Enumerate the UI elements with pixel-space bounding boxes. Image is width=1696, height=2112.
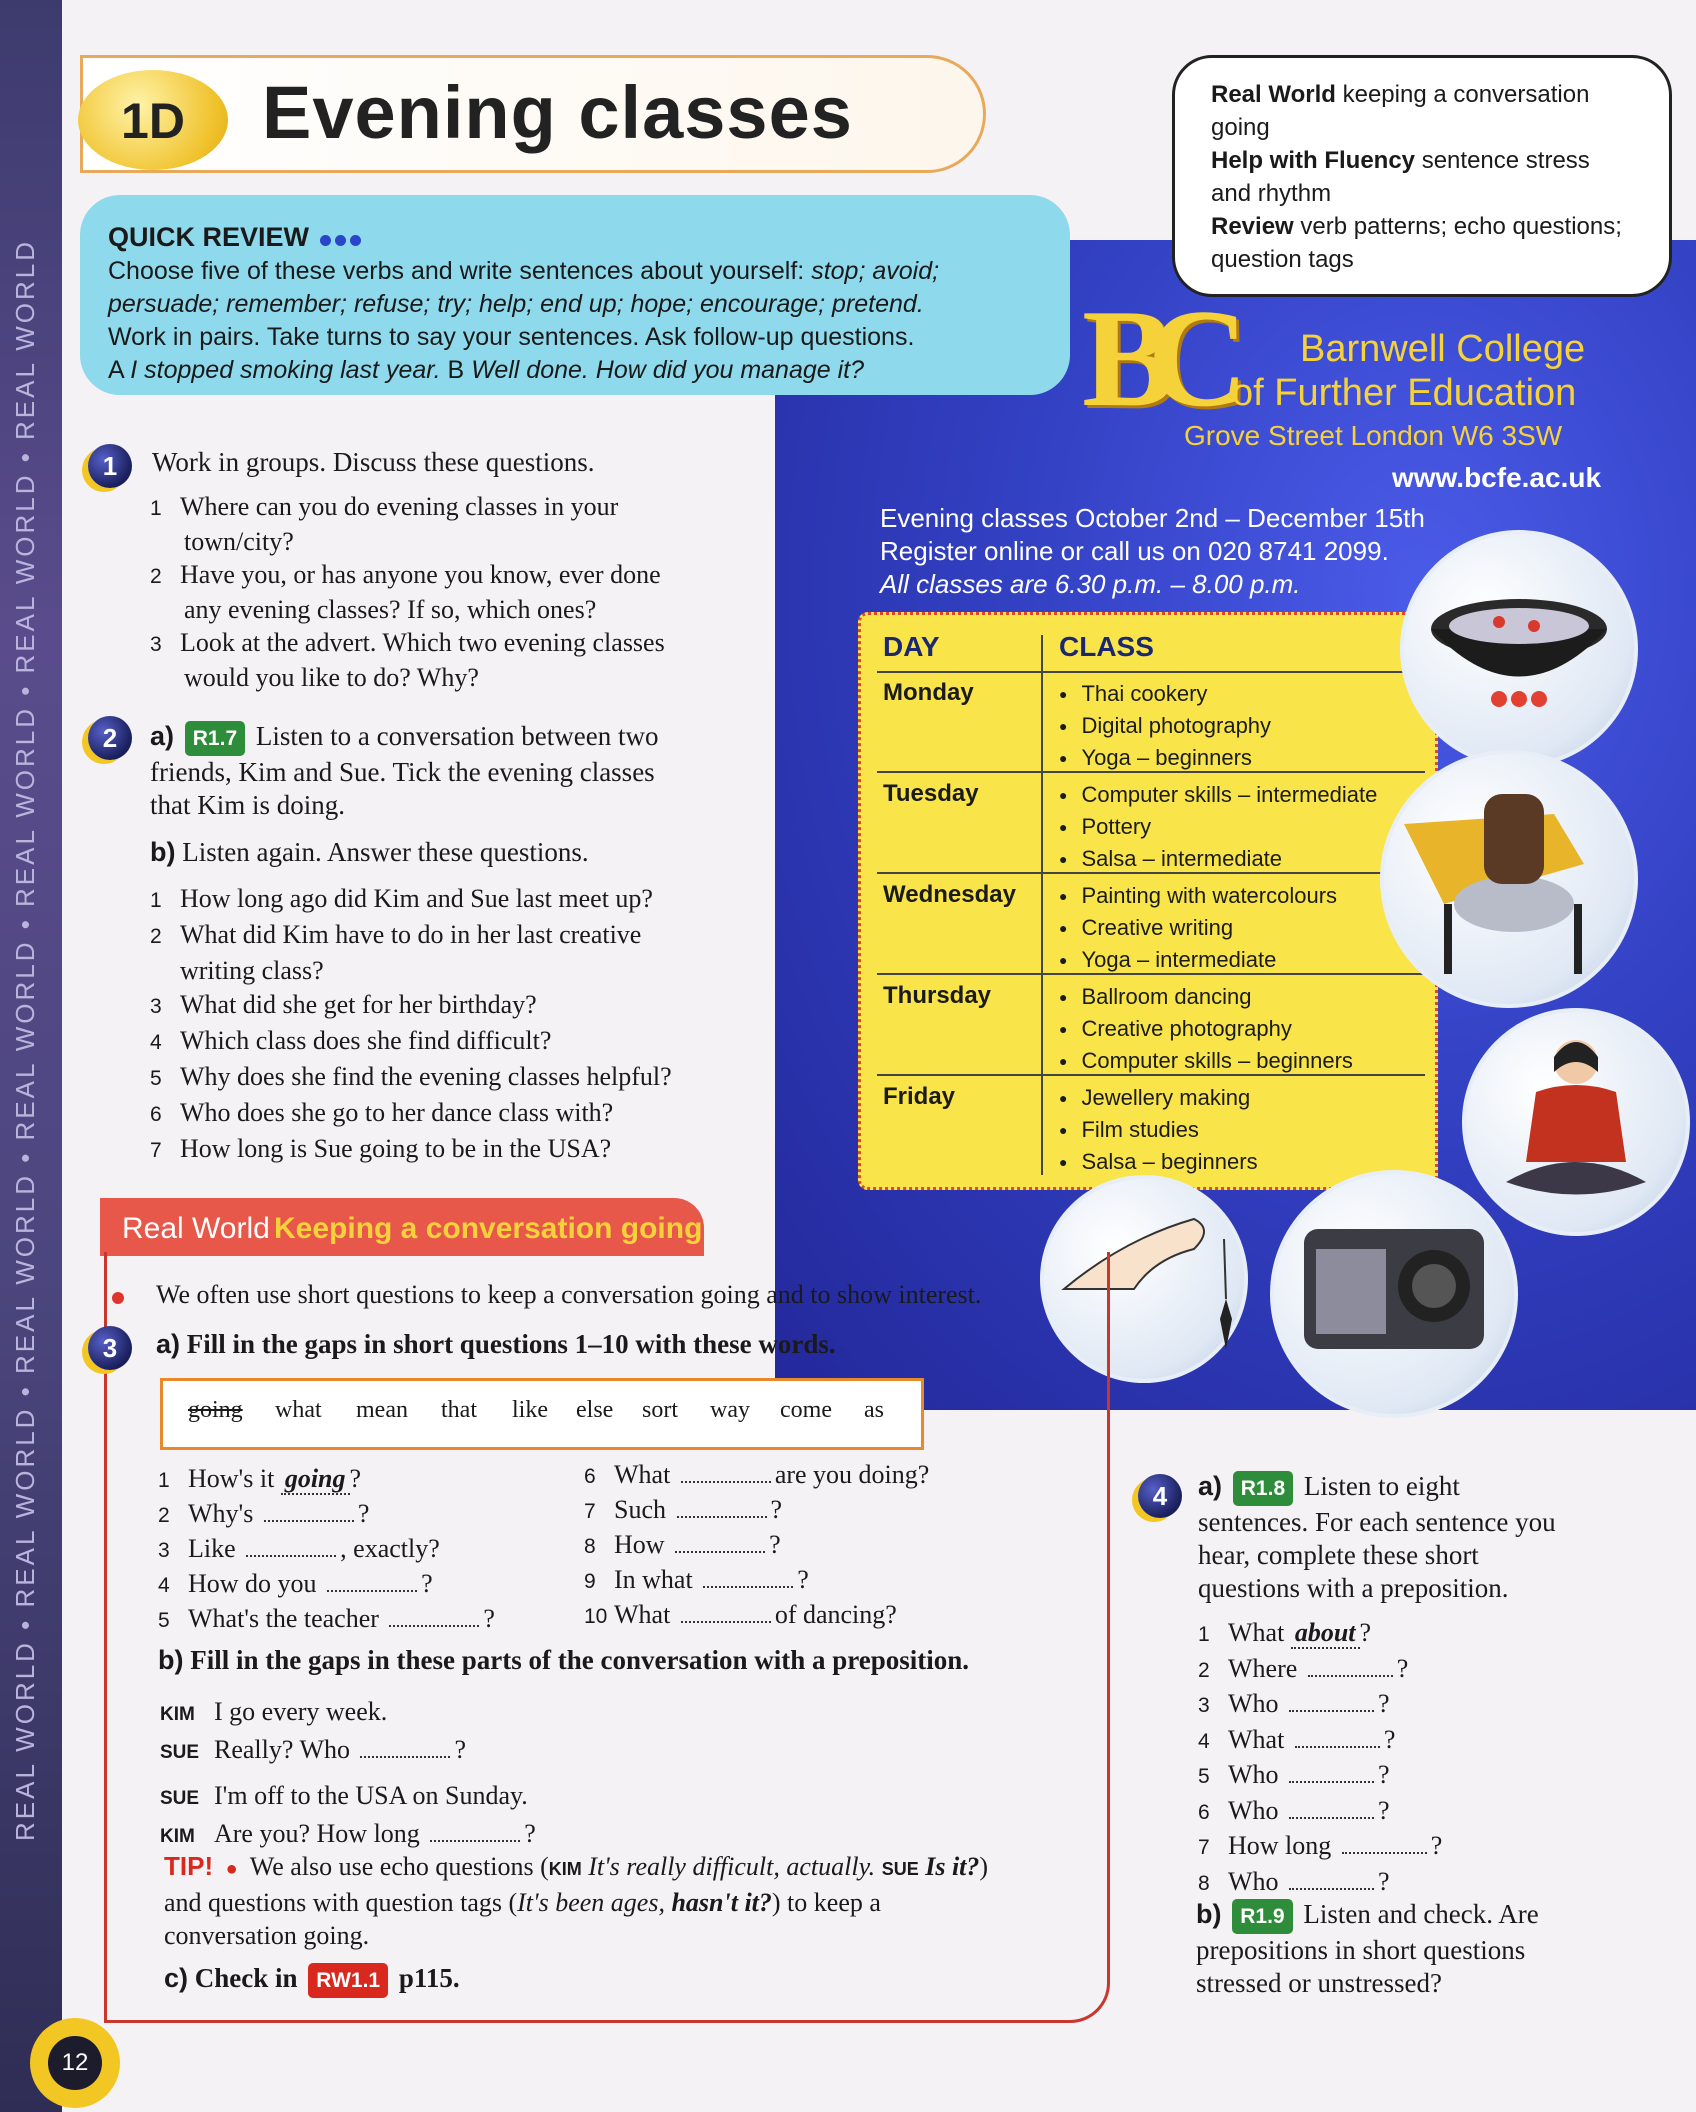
item-number: 7 [584, 1500, 596, 1523]
gap-blank[interactable] [430, 1839, 520, 1842]
tip-example: hasn't it? [671, 1888, 772, 1917]
item-number: 5 [158, 1609, 170, 1632]
list-item: Look at the advert. Which two evening classes [180, 628, 665, 657]
timetable-classes [1059, 679, 1271, 775]
exercise-3c-label: c) [164, 1963, 189, 1993]
timetable-class: ● Salsa – intermediate [1059, 846, 1282, 871]
list-item: would you like to do? Why? [184, 663, 479, 692]
speaker: SUE [160, 1742, 200, 1763]
gap-prefix: How do you [188, 1569, 317, 1598]
bullet-icon [112, 1292, 124, 1304]
exercise-4b-text: prepositions in short questions [1196, 1935, 1526, 1965]
quick-review-title: QUICK REVIEW [108, 222, 310, 252]
exercise-3c-text: Check in [194, 1963, 298, 1993]
item-number: 4 [150, 1031, 162, 1054]
speaker: KIM [160, 1826, 195, 1847]
gap-suffix: ? [1430, 1831, 1443, 1860]
tip-text: conversation going. [164, 1921, 370, 1950]
gap-blank[interactable] [703, 1585, 793, 1588]
timetable-day: Thursday [883, 982, 992, 1009]
conversation-line: I'm off to the USA on Sunday. [214, 1781, 528, 1810]
exercise-2a-text: that Kim is doing. [150, 790, 345, 820]
item-number: 7 [1198, 1836, 1210, 1859]
timetable-classes [1059, 982, 1353, 1078]
item-number: 6 [1198, 1800, 1210, 1824]
gap-blank[interactable] [246, 1554, 336, 1557]
quick-review-box [80, 195, 1070, 395]
timetable-class: ● Computer skills – intermediate [1059, 782, 1377, 807]
item-number: 9 [584, 1570, 596, 1593]
item-number: 3 [158, 1539, 170, 1562]
word-box-word: going [188, 1397, 243, 1423]
tip-example: Is it? [925, 1852, 980, 1881]
item-number: 2 [1198, 1658, 1210, 1682]
gap-answer: about [1291, 1618, 1360, 1649]
item-number: 8 [584, 1535, 596, 1558]
list-item: How long ago did Kim and Sue last meet up? [180, 884, 653, 913]
item-number: 1 [158, 1469, 170, 1492]
item-number: 6 [584, 1465, 596, 1488]
exercise-1-instruction: Work in groups. Discuss these questions. [152, 447, 595, 477]
gap-blank[interactable] [675, 1550, 765, 1553]
gap-prefix: Such [614, 1495, 666, 1524]
word-box-word: come [780, 1397, 832, 1423]
exercise-4-number: 4 [1138, 1474, 1182, 1518]
exercise-4a-text: questions with a preposition. [1198, 1573, 1509, 1603]
item-number: 1 [1198, 1623, 1210, 1646]
evening-info-register: Register online or call us on 020 8741 2099. [880, 536, 1389, 566]
gap-suffix: ? [1378, 1760, 1390, 1789]
side-strip-text: REAL WORLD • REAL WORLD • REAL WORLD • REAL WORLD • REAL WORLD • REAL WORLD • REAL WORLD [10, 239, 40, 1841]
quick-review-example-a-text: I stopped smoking last year. [130, 356, 441, 384]
word-box-word: what [275, 1397, 322, 1423]
audio-track-button[interactable]: R1.7 [185, 721, 245, 756]
timetable-class: ● Thai cookery [1059, 681, 1207, 706]
word-box-word: mean [356, 1397, 408, 1423]
word-box-word: that [441, 1397, 477, 1423]
gap-blank[interactable] [681, 1620, 771, 1623]
item-number: 3 [1198, 1694, 1210, 1717]
item-number: 5 [1198, 1765, 1210, 1788]
exercise-3b-label: b) [158, 1645, 184, 1675]
exercise-4a-list [1198, 1616, 1442, 1900]
conversation-line: Are you? How long [214, 1819, 420, 1848]
exercise-3a-text: Fill in the gaps in short questions 1–10 with these words. [186, 1329, 836, 1359]
item-number: 4 [158, 1574, 170, 1597]
exercise-4b-text: Listen and check. Are [1303, 1899, 1539, 1929]
gap-prefix: What [1228, 1724, 1285, 1754]
conversation-line: Really? Who [214, 1735, 350, 1764]
item-number: 6 [150, 1103, 162, 1126]
gap-suffix: ? [769, 1530, 781, 1559]
gap-blank[interactable] [1289, 1709, 1374, 1712]
list-item: Why does she find the evening classes helpful? [180, 1062, 672, 1091]
gap-suffix: , exactly? [340, 1534, 440, 1563]
gap-blank[interactable] [360, 1755, 450, 1758]
timetable-head-day: DAY [883, 631, 940, 662]
word-box-word: like [512, 1397, 548, 1423]
exercise-2b-label: b) [150, 837, 176, 867]
gap-blank[interactable] [681, 1480, 771, 1483]
gap-prefix: Who [1228, 1760, 1279, 1789]
timetable-day: Wednesday [883, 881, 1016, 908]
aims-hwf-label: Help with Fluency [1211, 147, 1416, 174]
item-number: 2 [158, 1504, 170, 1527]
quick-review-verbs: stop; avoid; persuade; remember; refuse; try; help; end up; hope; encourage; pretend. [108, 257, 940, 318]
timetable-class: ● Creative writing [1059, 915, 1233, 940]
exercise-4a [1198, 1470, 1556, 1605]
word-box-word: as [864, 1397, 884, 1423]
gap-blank[interactable] [1289, 1816, 1374, 1819]
class-timetable [858, 612, 1438, 1190]
gap-suffix: ? [1396, 1653, 1409, 1683]
gap-answer: going [281, 1464, 350, 1495]
conversation-line: I go every week. [214, 1697, 388, 1726]
pottery-image [1380, 750, 1638, 1008]
aims-rw-text: keeping a conversation going [1211, 81, 1590, 141]
quick-review-line2: Work in pairs. Take turns to say your sentences. Ask follow-up questions. [108, 323, 915, 351]
quick-review-line1: Choose five of these verbs and write sentences about yourself: [108, 257, 805, 285]
tip-box [164, 1850, 1094, 1952]
tip-example: It's been ages, [517, 1888, 665, 1917]
tip-text: and questions with question tags ( [164, 1888, 518, 1917]
timetable-classes [1059, 780, 1377, 876]
gap-prefix: How [614, 1530, 665, 1559]
quick-review-example-b: B [447, 356, 465, 384]
audio-track-button[interactable]: R1.9 [1232, 1899, 1292, 1934]
gap-prefix: What's the teacher [188, 1604, 379, 1633]
exercise-4a-label: a) [1198, 1471, 1223, 1501]
gap-prefix: How long [1228, 1831, 1332, 1860]
gap-prefix: What [1228, 1618, 1285, 1647]
list-item: town/city? [184, 527, 294, 556]
item-number: 8 [1198, 1871, 1210, 1895]
exercise-3a-left [158, 1462, 495, 1637]
exercise-1-number: 1 [88, 444, 132, 488]
list-item: How long is Sue going to be in the USA? [180, 1134, 612, 1163]
exercise-4a-text: sentences. For each sentence you [1198, 1507, 1556, 1537]
item-number: 1 [150, 497, 162, 520]
evening-class-info [880, 502, 1425, 601]
exercise-4b-text: stressed or unstressed? [1196, 1968, 1442, 1998]
tip-text: ) [979, 1852, 989, 1881]
timetable-class: ● Pottery [1059, 814, 1151, 839]
gap-blank[interactable] [264, 1519, 354, 1522]
gap-prefix: Where [1228, 1653, 1298, 1683]
exercise-3a [156, 1328, 836, 1361]
gap-prefix: How's it [188, 1464, 275, 1493]
quick-review-dots-icon [316, 224, 361, 252]
item-number: 4 [1198, 1729, 1210, 1753]
pottery-wheel-icon [1384, 754, 1634, 1004]
gap-suffix: ? [797, 1565, 809, 1594]
item-number: 5 [150, 1067, 162, 1090]
exercise-4a-text: Listen to eight [1303, 1471, 1460, 1501]
gap-suffix: ? [483, 1604, 495, 1633]
camera-icon [1274, 1174, 1514, 1414]
timetable-class: ● Creative photography [1059, 1016, 1292, 1041]
list-item: Who does she go to her dance class with? [180, 1098, 614, 1127]
aims-review-label: Review [1211, 213, 1294, 240]
gap-blank[interactable] [1289, 1887, 1374, 1890]
gap-blank[interactable] [1289, 1780, 1374, 1783]
timetable-rule [877, 671, 1425, 673]
exercise-3b [158, 1644, 969, 1677]
timetable-class: ● Computer skills – beginners [1059, 1048, 1353, 1073]
item-number: 7 [150, 1139, 162, 1162]
exercise-3a-label: a) [156, 1329, 181, 1359]
exercise-4a-text: hear, complete these short [1198, 1540, 1479, 1570]
timetable-divider [1041, 635, 1043, 1175]
gap-prefix: In what [614, 1565, 693, 1594]
gap-suffix: ? [1378, 1689, 1390, 1718]
gap-suffix: ? [1359, 1618, 1372, 1647]
gap-prefix: What [614, 1460, 671, 1489]
audio-track-button[interactable]: R1.8 [1233, 1471, 1293, 1506]
gap-blank[interactable] [327, 1589, 417, 1592]
college-name-line1: Barnwell College [1300, 328, 1586, 370]
wok-icon [1404, 534, 1634, 764]
timetable-day: Monday [883, 679, 974, 706]
college-website[interactable]: www.bcfe.ac.uk [1392, 462, 1602, 493]
timetable-class: ● Jewellery making [1059, 1085, 1250, 1110]
list-item: Have you, or has anyone you know, ever done [180, 560, 661, 589]
timetable-day: Friday [883, 1083, 956, 1110]
real-world-subtitle: Keeping a conversation going [274, 1212, 703, 1245]
speaker: SUE [881, 1859, 919, 1879]
speaker: KIM [160, 1704, 195, 1725]
college-logo: BC [1082, 281, 1221, 436]
reference-link[interactable]: RW1.1 [308, 1963, 388, 1998]
quick-review-example-b-text: Well done. How did you manage it? [471, 356, 865, 384]
timetable-class: ● Yoga – intermediate [1059, 947, 1276, 972]
gap-suffix: ? [524, 1819, 536, 1848]
gap-suffix: ? [421, 1569, 433, 1598]
timetable-class: ● Yoga – beginners [1059, 745, 1252, 770]
word-box-word: else [576, 1397, 614, 1423]
list-item: What did she get for her birthday? [180, 990, 537, 1019]
gap-suffix: ? [357, 1499, 370, 1528]
camera-image [1270, 1170, 1518, 1418]
page-number: 12 [48, 2036, 102, 2090]
gap-suffix: are you doing? [774, 1460, 930, 1489]
gap-suffix: ? [349, 1464, 362, 1493]
exercise-1-list [150, 490, 665, 694]
word-box-word: way [710, 1397, 750, 1423]
exercise-3c-page: p115. [398, 1963, 460, 1993]
gap-prefix: What [614, 1600, 671, 1629]
timetable-day: Tuesday [883, 780, 979, 807]
gap-suffix: ? [1378, 1795, 1390, 1825]
exercise-3a-right [584, 1458, 929, 1633]
bullet-icon: ● [225, 1858, 238, 1880]
tip-example: It's really difficult, actually. [588, 1852, 876, 1881]
speaker: SUE [160, 1788, 200, 1809]
speaker: KIM [548, 1859, 582, 1879]
tip-label: TIP! [164, 1851, 214, 1881]
lesson-aims-box [1172, 55, 1672, 297]
gap-blank[interactable] [389, 1624, 479, 1627]
conversation [160, 1694, 536, 1854]
lesson-code: 1D [121, 93, 185, 149]
word-box-word: sort [642, 1397, 678, 1423]
list-item: writing class? [180, 956, 324, 985]
college-name-line2: of Further Education [1232, 372, 1577, 414]
gap-suffix: ? [1378, 1866, 1390, 1896]
evening-info-times: All classes are 6.30 p.m. – 8.00 p.m. [880, 569, 1301, 599]
exercise-2-number: 2 [88, 716, 132, 760]
timetable-head-class: CLASS [1059, 631, 1154, 662]
cookery-wok-image [1400, 530, 1638, 768]
exercise-3-number: 3 [88, 1326, 132, 1370]
tip-text: We also use echo questions ( [249, 1852, 549, 1881]
exercise-2b [150, 836, 589, 869]
gap-prefix: Like [188, 1534, 236, 1563]
page-title: Evening classes [262, 71, 853, 154]
timetable-class: ● Ballroom dancing [1059, 984, 1251, 1009]
college-address: Grove Street London W6 3SW [1184, 420, 1563, 451]
timetable-class: ● Film studies [1059, 1117, 1199, 1142]
timetable-classes [1059, 1083, 1258, 1179]
gap-prefix: Who [1228, 1795, 1279, 1825]
exercise-3b-text: Fill in the gaps in these parts of the conversation with a preposition. [190, 1645, 970, 1675]
real-world-label: Real World [122, 1212, 270, 1245]
gap-prefix: Who [1228, 1866, 1279, 1896]
timetable-class: ● Salsa – beginners [1059, 1149, 1258, 1174]
real-world-bullet: We often use short questions to keep a conversation going and to show interest. [156, 1280, 982, 1309]
list-item: Where can you do evening classes in your [180, 492, 619, 521]
gap-prefix: Who [1228, 1689, 1279, 1718]
item-number: 3 [150, 633, 162, 656]
quick-review-example-a: A [108, 356, 124, 384]
evening-info-dates: Evening classes October 2nd – December 15th [880, 503, 1425, 533]
gap-blank[interactable] [1308, 1674, 1393, 1677]
item-number: 10 [584, 1605, 608, 1628]
item-number: 1 [150, 889, 162, 912]
exercise-2a-text: Listen to a conversation between two [255, 721, 659, 751]
exercise-2a-text: friends, Kim and Sue. Tick the evening classes [150, 757, 655, 787]
exercise-2a-label: a) [150, 721, 175, 751]
timetable-classes [1059, 881, 1337, 977]
exercise-2b-list [150, 882, 672, 1168]
item-number: 2 [150, 925, 162, 948]
exercise-2a [150, 720, 659, 822]
gap-blank[interactable] [1295, 1745, 1380, 1748]
list-item: Which class does she find difficult? [180, 1026, 552, 1055]
gap-blank[interactable] [1342, 1851, 1427, 1854]
gap-blank[interactable] [677, 1515, 767, 1518]
list-item: What did Kim have to do in her last creative [180, 920, 642, 949]
timetable-class: ● Painting with watercolours [1059, 883, 1337, 908]
exercise-4b-label: b) [1196, 1899, 1222, 1929]
gap-suffix: ? [454, 1735, 467, 1764]
aims-review-text: verb patterns; echo questions; question tags [1211, 213, 1622, 273]
exercise-4b [1196, 1898, 1539, 2000]
gap-suffix: ? [1383, 1724, 1396, 1754]
exercise-3c [164, 1962, 460, 1998]
gap-suffix: ? [770, 1495, 783, 1524]
gap-suffix: of dancing? [774, 1600, 897, 1629]
exercise-2b-text: Listen again. Answer these questions. [182, 837, 589, 867]
list-item: any evening classes? If so, which ones? [184, 595, 597, 624]
aims-rw-label: Real World [1211, 81, 1336, 108]
gap-prefix: Why's [188, 1499, 254, 1528]
item-number: 2 [150, 565, 162, 588]
aims-hwf-text: sentence stress and rhythm [1211, 147, 1590, 207]
tip-text: ) to keep a [771, 1888, 881, 1917]
item-number: 3 [150, 995, 162, 1018]
timetable-class: ● Digital photography [1059, 713, 1271, 738]
